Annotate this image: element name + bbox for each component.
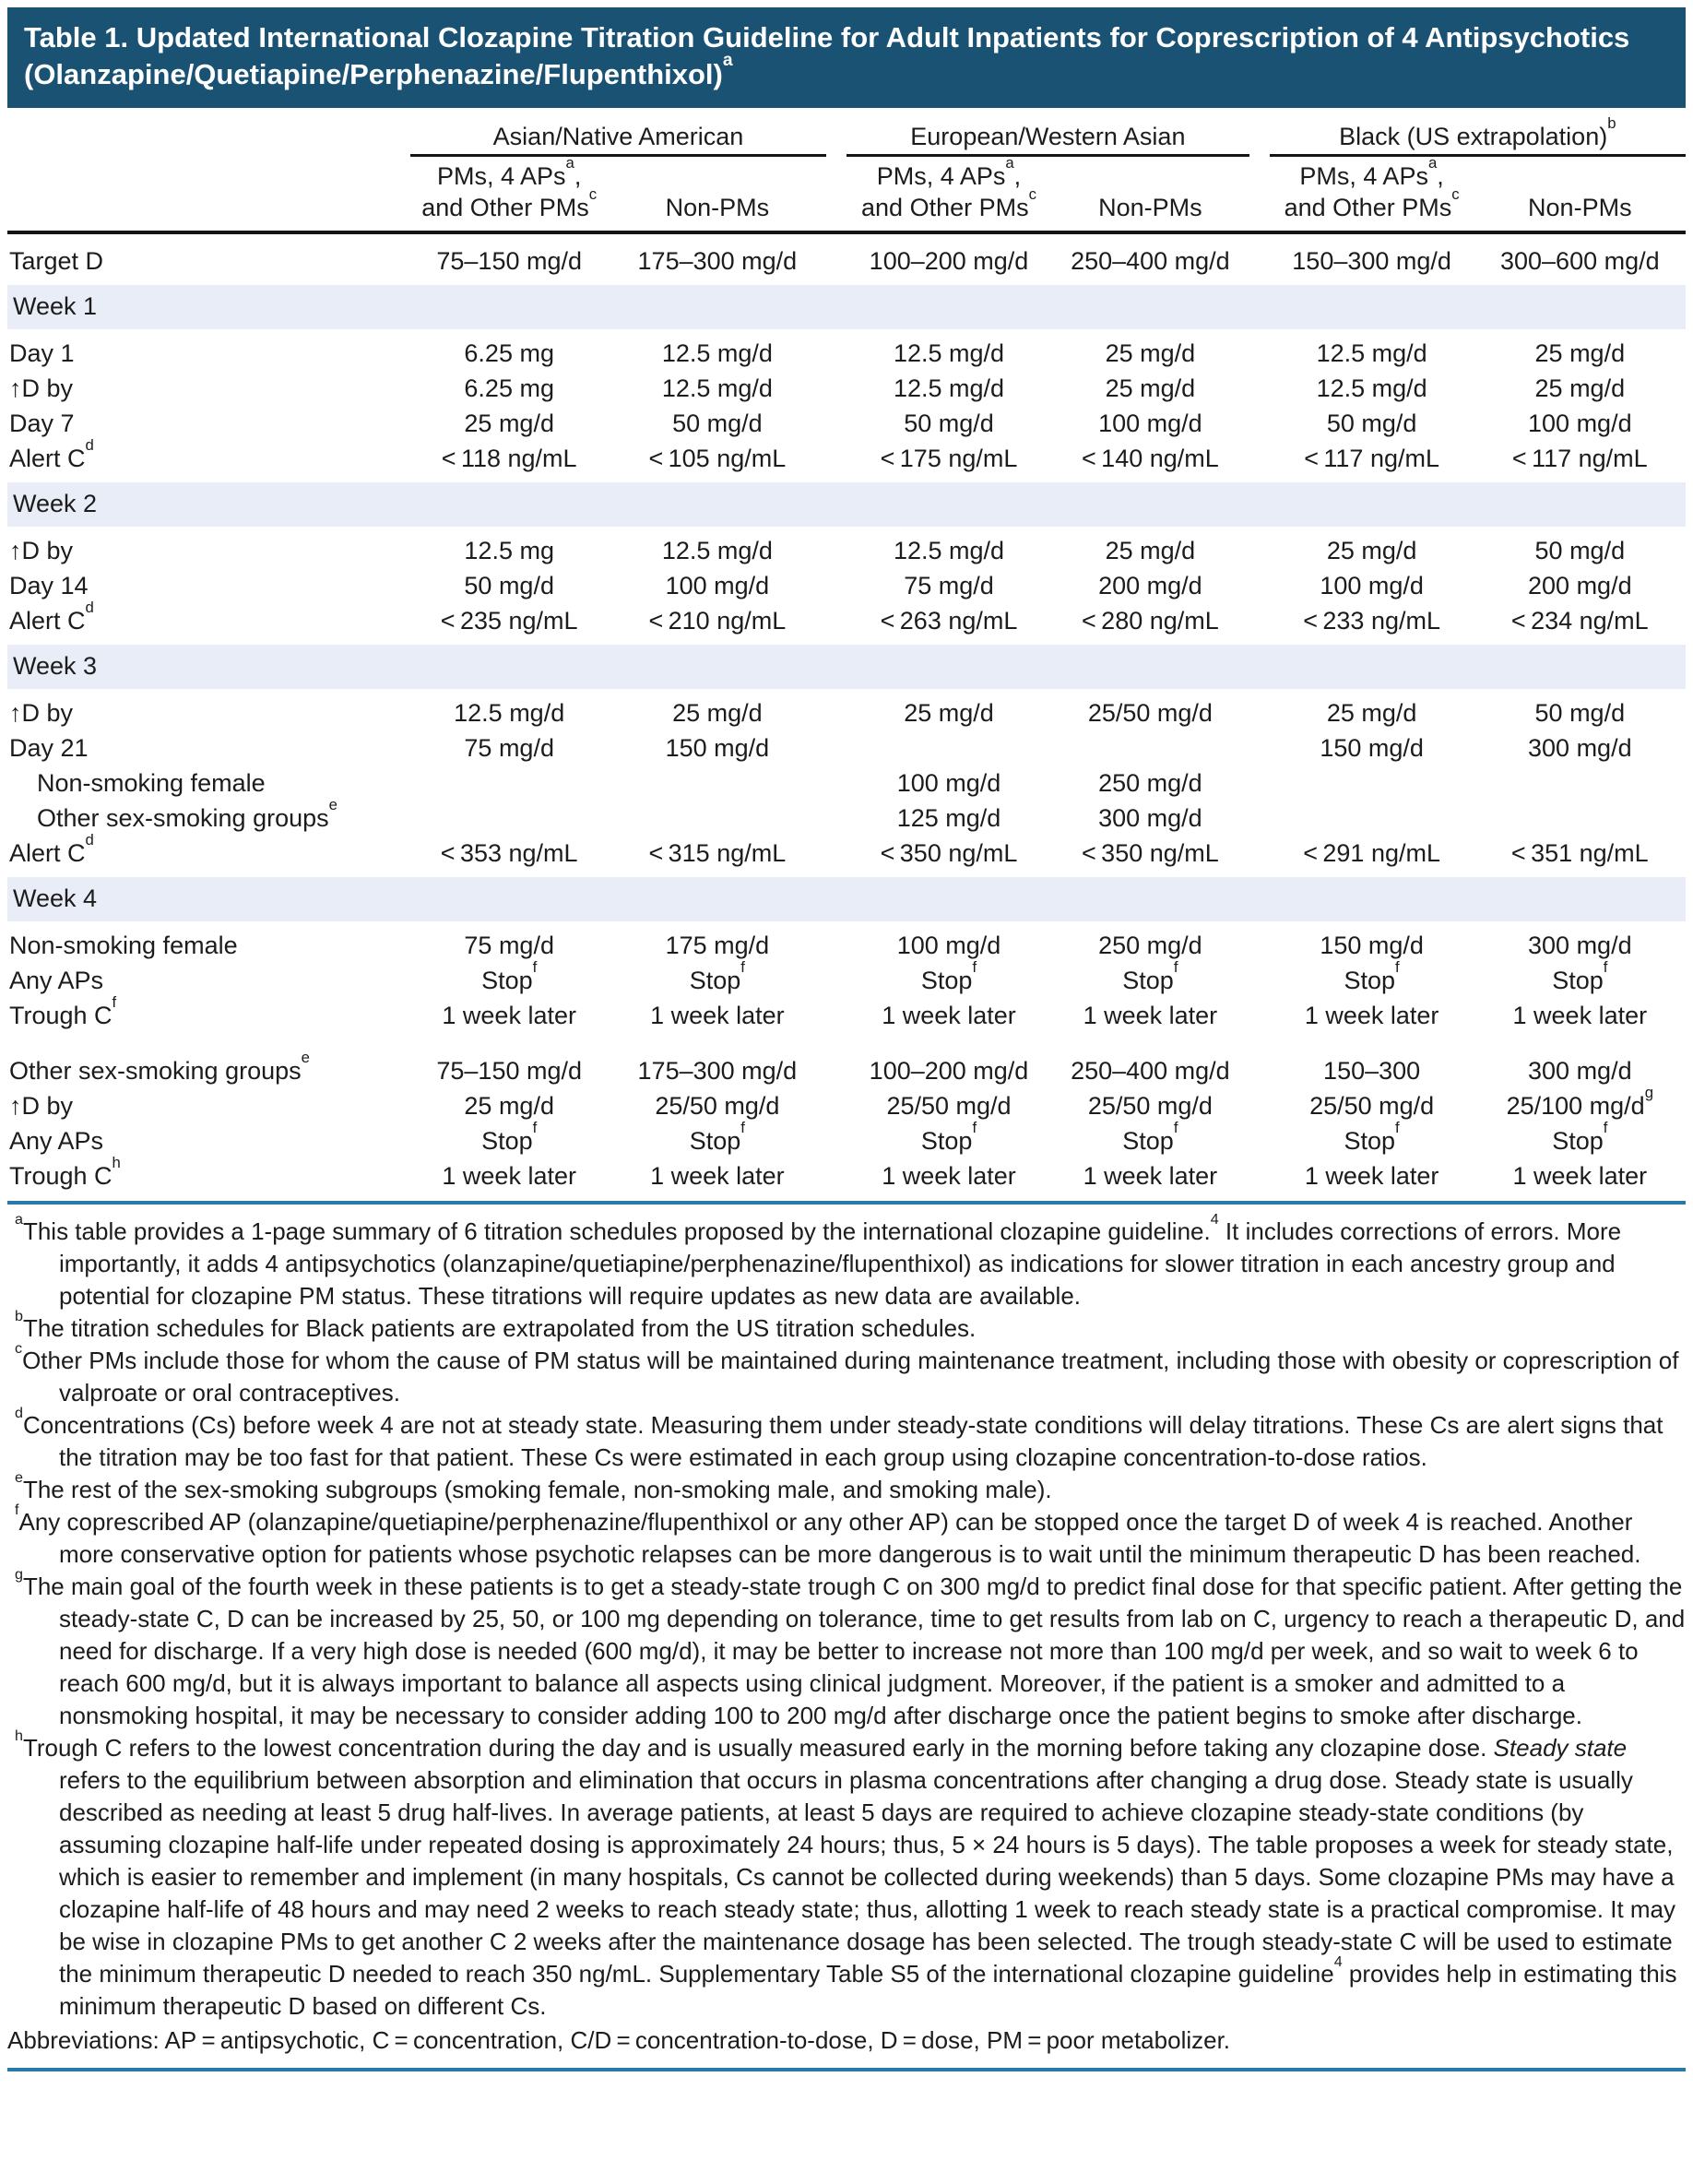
cell: Stop$^f$	[689, 958, 745, 994]
column-spacer	[826, 692, 846, 730]
cell: 25/50 mg/d	[886, 1091, 1012, 1120]
week-band-row	[7, 281, 1686, 332]
footnote-mark: g	[15, 1565, 23, 1583]
column-spacer	[1249, 441, 1270, 480]
footnote-g: $^g$The main goal of the fourth week in these patients is to get a steady-state trough C on 300 mg/d to predict final dose for that specific patient. After getting the steady-state C, D can be increased by 25, 50, or 100 mg depending on tolerance, time to get results from lab on C, urgency to reach a therapeutic D, and need for discharge. If a very high dose is needed (600 mg/d), it may be better to increase not more than 100 mg/d per week, and so wait to week 6 to reach 600 mg/d, but it is always important to balance all aspects using clinical judgment. Moreover, if the patient is a smoker and admitted to a nonsmoking hospital, it may be necessary to consider adding 100 to 200 mg/d after discharge once the patient begins to smoke after discharge.	[15, 1565, 1686, 1729]
cell: 25/50 mg/d	[1087, 698, 1213, 727]
cell	[410, 801, 609, 836]
cell: 100 mg/d	[665, 571, 770, 599]
week-band-row	[7, 479, 1686, 529]
cell: 250–400 mg/d	[1071, 246, 1230, 275]
cell: 1 week later	[882, 1001, 1016, 1029]
row-label: Alert $C^d$	[9, 436, 94, 472]
row-label-header	[7, 123, 410, 156]
column-spacer	[1249, 603, 1270, 642]
cell: 25 mg/d	[1105, 338, 1196, 367]
table-row	[7, 529, 1686, 568]
cell: 1 week later	[1512, 1161, 1648, 1190]
table-row	[7, 836, 1686, 874]
cell: 1 week later	[650, 1161, 785, 1190]
cell: 12.5 mg/d	[893, 374, 1005, 402]
row-label: Non-smoking female	[9, 931, 238, 959]
cell	[1051, 730, 1249, 766]
table-row	[7, 568, 1686, 603]
cell: 150 mg/d	[665, 733, 770, 762]
column-spacer	[826, 529, 846, 568]
table-row	[7, 371, 1686, 406]
group-header-row	[7, 123, 1686, 156]
row-label: Trough $C^f$	[9, 993, 117, 1029]
column-spacer	[826, 963, 846, 998]
cell: 1 week later	[442, 1001, 576, 1029]
cell: 25 mg/d	[464, 409, 554, 437]
column-spacer	[1249, 155, 1270, 232]
column-spacer	[826, 441, 846, 480]
cell: 6.25 mg	[464, 374, 554, 402]
cell: 100 mg/d	[1098, 409, 1202, 437]
cell: 25 mg/d	[1534, 338, 1626, 367]
cell: 50 mg/d	[1534, 536, 1626, 564]
cell: 300 mg/d	[1528, 1056, 1632, 1085]
col-header-black-nonpm: Non-PMs	[1474, 155, 1686, 232]
col-header-european-nonpm: Non-PMs	[1051, 155, 1249, 232]
row-label: Any APs	[9, 966, 104, 994]
footnote-f: $^f$Any coprescribed AP (olanzapine/quetiapine/perphenazine/flupenthixol or any other AP) can be stopped once the target D of week 4 is reached. Another more conservative option for patients whose psychotic relapses can be more dangerous is to wait until the minimum therapeutic D has been reached.	[15, 1501, 1641, 1568]
row-label: Alert $C^d$	[9, 599, 94, 635]
column-spacer	[826, 801, 846, 836]
cell: 25/50 mg/d	[655, 1091, 780, 1120]
cell: 12.5 mg/d	[661, 374, 773, 402]
cell: Stop$^f$	[1344, 958, 1400, 994]
column-spacer	[1249, 924, 1270, 963]
cell: 25 mg/d	[1534, 374, 1626, 402]
cell: 175–300 mg/d	[637, 1056, 798, 1085]
footnote-d: $^d$Concentrations (Cs) before week 4 are not at steady state. Measuring them under steady-state conditions will delay titrations. These Cs are alert signs that the titration may be too fast for that patient. These Cs were estimated in each group using clozapine concentration-to-dose ratios.	[15, 1404, 1663, 1471]
row-label-header	[7, 155, 410, 232]
table-row	[7, 406, 1686, 441]
column-spacer	[1249, 529, 1270, 568]
week-band-row	[7, 873, 1686, 924]
row-label: Day 1	[9, 338, 75, 367]
titration-table	[7, 114, 1686, 1193]
cell: 1 week later	[1304, 1161, 1439, 1190]
cell: Stop$^f$	[1122, 958, 1178, 994]
cell: < 291 ng/mL	[1303, 838, 1440, 867]
column-spacer	[826, 998, 846, 1033]
cell: 50 mg/d	[672, 409, 763, 437]
cell	[410, 766, 609, 801]
cell: 12.5 mg/d	[1316, 338, 1427, 367]
cell: 100–200 mg/d	[869, 1056, 1029, 1085]
cell: Stop$^f$	[689, 1119, 745, 1155]
footnote-e: $^e$The rest of the sex-smoking subgroups (smoking female, non-smoking male, and smoking male).	[15, 1468, 1052, 1503]
footnote-mark: d	[15, 1404, 23, 1421]
cell: 125 mg/d	[896, 803, 1001, 832]
footnote-mark: c	[15, 1339, 23, 1357]
cell: 25 mg/d	[1105, 536, 1196, 564]
cell	[1270, 801, 1474, 836]
table-row	[7, 801, 1686, 836]
column-spacer	[1249, 1033, 1270, 1088]
footnote-b: $^b$The titration schedules for Black patients are extrapolated from the US titration schedules.	[15, 1307, 977, 1342]
table-wrapper	[7, 114, 1686, 1205]
cell: 300–600 mg/d	[1499, 246, 1660, 275]
cell: 300 mg/d	[1528, 931, 1632, 959]
cell: 50 mg/d	[1534, 698, 1626, 727]
cell: 100–200 mg/d	[869, 246, 1029, 275]
table-row	[7, 232, 1686, 282]
cell: 12.5 mg/d	[893, 536, 1005, 564]
footnote-mark: f	[15, 1501, 19, 1518]
cell: < 210 ng/mL	[648, 606, 787, 635]
column-spacer	[1249, 692, 1270, 730]
table-title: Table 1. Updated International Clozapine Titration Guideline for Adult Inpatients for Coprescription of 4 Antipsychotics (Olanzapine/Quetiapine/Perphenazine/Flupenthixol)$^a$	[24, 21, 1630, 91]
cell: 250 mg/d	[1098, 768, 1202, 797]
column-spacer	[1249, 766, 1270, 801]
column-spacer	[1249, 123, 1270, 156]
cell	[846, 730, 1051, 766]
table-row	[7, 1158, 1686, 1193]
footnote-mark: a	[15, 1210, 23, 1228]
column-spacer	[1249, 406, 1270, 441]
footnote-a: $^a$This table provides a 1-page summary of 6 titration schedules proposed by the international clozapine guideline.$^4$ It includes corrections of errors. More importantly, it adds 4 antipsychotics (olanzapine/quetiapine/perphenazine/flupenthixol) as indications for slower titration in each ancestry group and potential for clozapine PM status. These titrations will require updates as new data are available.	[15, 1210, 1622, 1310]
col-header-black-pm: PMs, 4 APs$^a$, and Other PMs$^c$	[1270, 155, 1474, 232]
cell: 12.5 mg	[464, 536, 554, 564]
cell: < 280 ng/mL	[1082, 606, 1219, 635]
table-row	[7, 603, 1686, 642]
cell: 250 mg/d	[1098, 931, 1202, 959]
cell: < 353 ng/mL	[440, 838, 578, 867]
cell: Stop$^f$	[1552, 1119, 1608, 1155]
cell: 100 mg/d	[896, 931, 1001, 959]
cell: 75–150 mg/d	[436, 246, 582, 275]
cell: 25 mg/d	[1105, 374, 1196, 402]
cell: < 234 ng/mL	[1510, 606, 1649, 635]
table-row	[7, 1123, 1686, 1158]
column-spacer	[826, 766, 846, 801]
cell: < 118 ng/mL	[441, 444, 577, 472]
cell: 100 mg/d	[896, 768, 1001, 797]
footnotes	[7, 1210, 1686, 2023]
cell: 12.5 mg/d	[893, 338, 1005, 367]
cell: 25/50 mg/d	[1087, 1091, 1213, 1120]
column-spacer	[826, 155, 846, 232]
column-spacer	[826, 836, 846, 874]
group-header-european: European/Western Asian	[846, 123, 1249, 156]
cell: < 140 ng/mL	[1082, 444, 1219, 472]
cell: 100 mg/d	[1320, 571, 1424, 599]
column-spacer	[1249, 1088, 1270, 1123]
column-spacer	[826, 332, 846, 371]
row-label: Non-smoking female	[37, 768, 266, 797]
cell: 50 mg/d	[464, 571, 554, 599]
cell: < 315 ng/mL	[648, 838, 787, 867]
cell: 50 mg/d	[1326, 409, 1417, 437]
cell: Stop$^f$	[1552, 958, 1608, 994]
column-spacer	[1249, 836, 1270, 874]
cell: 150 mg/d	[1320, 931, 1424, 959]
cell	[609, 766, 827, 801]
cell: 6.25 mg	[464, 338, 554, 367]
cell: 150–300 mg/d	[1292, 246, 1451, 275]
row-label: Other sex-smoking groups$^e$	[37, 796, 337, 832]
cell: < 117 ng/mL	[1304, 444, 1439, 472]
table-row	[7, 766, 1686, 801]
abbreviations: Abbreviations: AP = antipsychotic, C = concentration, C/D = concentration-to-dose, D = dose, PM = poor metabolizer.	[7, 2024, 1686, 2071]
column-spacer	[826, 123, 846, 156]
week-band-row	[7, 641, 1686, 692]
cell: Stop$^f$	[920, 1119, 977, 1155]
table-body	[7, 232, 1686, 1193]
table-row	[7, 332, 1686, 371]
cell: 25 mg/d	[464, 1091, 554, 1120]
cell: 175 mg/d	[665, 931, 770, 959]
cell: 200 mg/d	[1098, 571, 1202, 599]
cell: < 350 ng/mL	[880, 838, 1018, 867]
cell: 1 week later	[650, 1001, 785, 1029]
row-label: Day 14	[9, 571, 89, 599]
cell: < 175 ng/mL	[880, 444, 1018, 472]
cell	[1474, 801, 1686, 836]
cell: Stop$^f$	[481, 958, 538, 994]
cell: Stop$^f$	[481, 1119, 538, 1155]
column-spacer	[1249, 963, 1270, 998]
table-row	[7, 998, 1686, 1033]
column-spacer	[1249, 998, 1270, 1033]
cell: 12.5 mg/d	[661, 536, 773, 564]
group-header-black: Black (US extrapolation)$^b$	[1270, 123, 1686, 156]
cell: Stop$^f$	[1344, 1119, 1400, 1155]
table-row	[7, 1033, 1686, 1088]
cell: 200 mg/d	[1528, 571, 1632, 599]
column-spacer	[826, 603, 846, 642]
column-spacer	[1249, 371, 1270, 406]
cell: < 105 ng/mL	[648, 444, 787, 472]
cell: Stop$^f$	[1122, 1119, 1178, 1155]
column-spacer	[826, 1033, 846, 1088]
column-spacer	[1249, 568, 1270, 603]
footnote-c: $^c$Other PMs include those for whom the cause of PM status will be maintained during maintenance treatment, including those with obesity or coprescription of valproate or oral contraceptives.	[15, 1339, 1679, 1407]
cell: 12.5 mg/d	[661, 338, 773, 367]
cell: 175–300 mg/d	[637, 246, 798, 275]
cell: 300 mg/d	[1098, 803, 1202, 832]
cell: 25/50 mg/d	[1309, 1091, 1435, 1120]
week-band-label: Week 4	[7, 873, 1686, 924]
table-row	[7, 730, 1686, 766]
column-spacer	[1249, 1158, 1270, 1193]
row-label: Any APs	[9, 1126, 104, 1155]
cell: 75 mg/d	[904, 571, 994, 599]
cell: 150–300	[1323, 1056, 1421, 1085]
cell: < 351 ng/mL	[1510, 838, 1649, 867]
row-label: Target D	[9, 246, 104, 275]
table-row	[7, 963, 1686, 998]
cell: 25/100 $mg/d^g$	[1506, 1084, 1654, 1120]
cell: 75–150 mg/d	[436, 1056, 582, 1085]
table-row	[7, 692, 1686, 730]
column-spacer	[1249, 730, 1270, 766]
row-label: Alert $C^d$	[9, 831, 94, 867]
cell: 150 mg/d	[1320, 733, 1424, 762]
col-header-european-pm: PMs, 4 APs$^a$, and Other PMs$^c$	[846, 155, 1051, 232]
cell: 25 mg/d	[1326, 698, 1417, 727]
column-spacer	[826, 406, 846, 441]
column-spacer	[1249, 801, 1270, 836]
column-spacer	[826, 568, 846, 603]
column-spacer	[826, 371, 846, 406]
cell	[609, 801, 827, 836]
footnote-mark: h	[15, 1727, 23, 1744]
column-spacer	[826, 730, 846, 766]
row-label: Other sex-smoking groups$^e$	[9, 1049, 310, 1085]
cell: 1 week later	[442, 1161, 576, 1190]
row-label: Day 7	[9, 409, 75, 437]
row-label: Day 21	[9, 733, 89, 762]
row-label: Trough $C^h$	[9, 1154, 121, 1190]
row-label: ↑D by	[9, 1091, 74, 1120]
cell: 12.5 mg/d	[1316, 374, 1427, 402]
col-header-asian-pm: PMs, 4 APs$^a$, and Other PMs$^c$	[410, 155, 609, 232]
row-label: ↑D by	[9, 698, 74, 727]
cell: 75 mg/d	[464, 733, 554, 762]
column-spacer	[826, 1088, 846, 1123]
cell: 50 mg/d	[904, 409, 994, 437]
cell: 1 week later	[1512, 1001, 1648, 1029]
column-spacer	[1249, 1123, 1270, 1158]
column-spacer	[826, 1123, 846, 1158]
cell: 25 mg/d	[1326, 536, 1417, 564]
cell: < 233 ng/mL	[1303, 606, 1440, 635]
cell: < 117 ng/mL	[1511, 444, 1648, 472]
week-band-label: Week 1	[7, 281, 1686, 332]
table-row	[7, 441, 1686, 480]
cell: 25 mg/d	[672, 698, 763, 727]
row-label: ↑D by	[9, 374, 74, 402]
week-band-label: Week 3	[7, 641, 1686, 692]
column-spacer	[826, 232, 846, 282]
column-spacer	[1249, 332, 1270, 371]
cell	[1270, 766, 1474, 801]
subheader-row	[7, 155, 1686, 232]
row-label: ↑D by	[9, 536, 74, 564]
table-title-bar	[7, 7, 1686, 108]
column-spacer	[1249, 232, 1270, 282]
col-header-asian-nonpm: Non-PMs	[609, 155, 827, 232]
cell: 1 week later	[1083, 1001, 1218, 1029]
column-spacer	[826, 1158, 846, 1193]
cell: 1 week later	[882, 1161, 1016, 1190]
table-row	[7, 924, 1686, 963]
cell: 25 mg/d	[904, 698, 994, 727]
cell: 1 week later	[1304, 1001, 1439, 1029]
column-spacer	[826, 924, 846, 963]
cell: Stop$^f$	[920, 958, 977, 994]
footnote-h: $^h$Trough C refers to the lowest concentration during the day and is usually measured early in the morning before taking any clozapine dose. Steady state refers to the equilibrium between absorption and elimination that occurs in plasma concentrations after changing a drug dose. Steady state is usually described as needing at least 5 drug half-lives. In average patients, at least 5 days are required to achieve clozapine steady-state conditions (by assuming clozapine half-life under repeated dosing is approximately 24 hours; thus, 5 × 24 hours is 5 days). The table proposes a week for steady state, which is easier to remember and implement (in many hospitals, Cs cannot be collected during weekends) than 5 days. Some clozapine PMs may have a clozapine half-life of 48 hours and may need 2 weeks to reach steady state; thus, allotting 1 week to reach steady state is a practical compromise. It may be wise in clozapine PMs to get another C 2 weeks after the maintenance dosage has been selected. The trough steady-state C will be used to estimate the minimum therapeutic D needed to reach 350 ng/mL. Supplementary Table S5 of the international clozapine guideline$^4$ provides help in estimating this minimum therapeutic D based on different Cs.	[15, 1727, 1677, 2020]
cell	[1474, 766, 1686, 801]
cell: < 263 ng/mL	[880, 606, 1018, 635]
week-band-label: Week 2	[7, 479, 1686, 529]
cell: 12.5 mg/d	[454, 698, 565, 727]
cell: 1 week later	[1083, 1161, 1218, 1190]
cell: 75 mg/d	[464, 931, 554, 959]
cell: 100 mg/d	[1528, 409, 1632, 437]
cell: 300 mg/d	[1528, 733, 1632, 762]
table-row	[7, 1088, 1686, 1123]
footnote-mark: b	[15, 1307, 23, 1324]
group-header-asian: Asian/Native American	[410, 123, 826, 156]
cell: < 350 ng/mL	[1082, 838, 1219, 867]
cell: 250–400 mg/d	[1071, 1056, 1230, 1085]
cell: < 235 ng/mL	[440, 606, 578, 635]
footnote-mark: e	[15, 1468, 23, 1486]
